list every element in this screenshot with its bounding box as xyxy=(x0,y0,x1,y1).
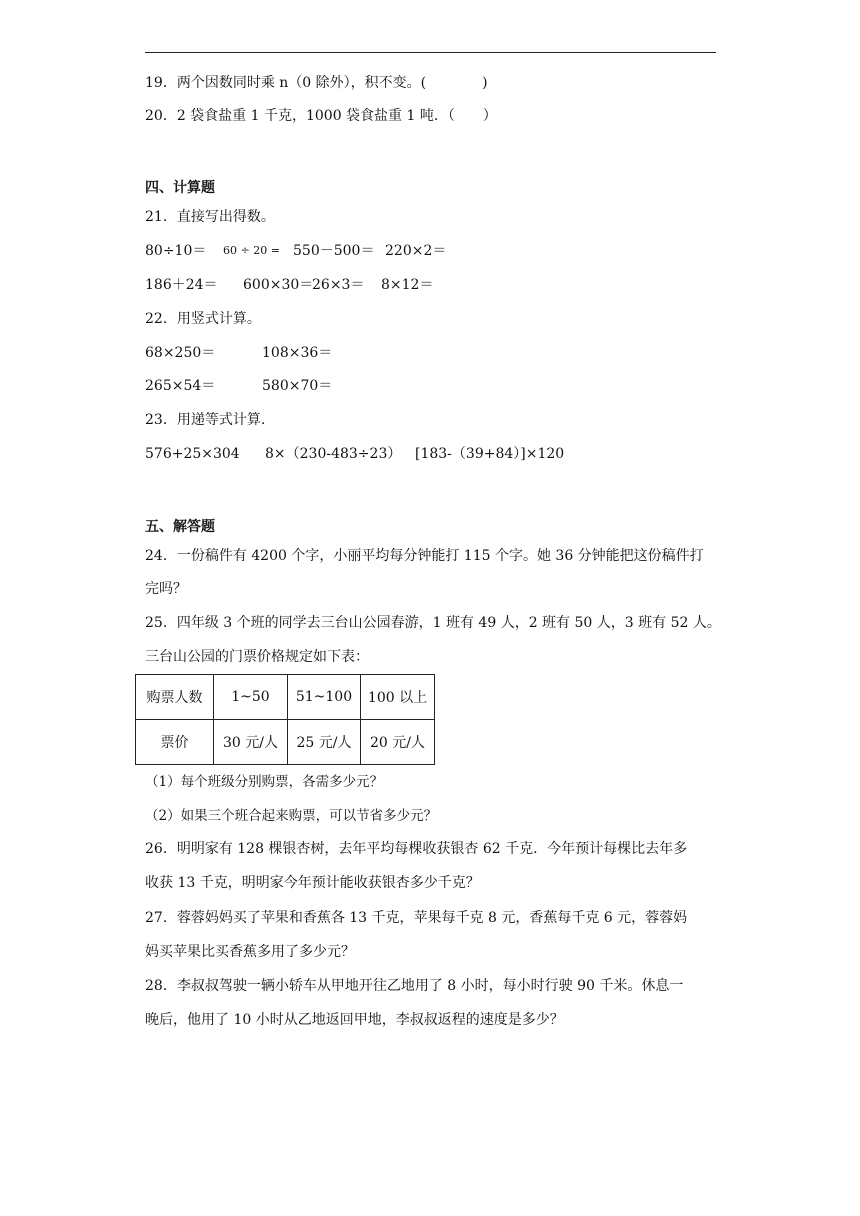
table-cell: 51~100 xyxy=(288,675,361,720)
question-27-line-1: 27．蓉蓉妈妈买了苹果和香蕉各 13 千克，苹果每千克 8 元，香蕉每千克 6 元，蓉蓉妈 xyxy=(145,910,688,926)
header-rule xyxy=(145,52,716,53)
question-24-line-2: 完吗？ xyxy=(145,581,187,597)
q21-item: 186＋24＝ xyxy=(145,277,218,293)
q21-row-1 xyxy=(145,241,705,261)
section-5-heading: 五、解答题 xyxy=(145,519,215,535)
question-21: 21．直接写出得数。 xyxy=(145,209,275,225)
q22-item: 265×54＝ xyxy=(145,378,216,394)
q22-row-2 xyxy=(145,376,705,396)
q22-item: 68×250＝ xyxy=(145,345,216,361)
table-cell: 购票人数 xyxy=(136,675,214,720)
question-25-sub-2: （2）如果三个班合起来购票，可以节省多少元？ xyxy=(145,808,438,824)
section-4-heading: 四、计算题 xyxy=(145,180,215,196)
table-cell: 25 元/人 xyxy=(288,720,361,765)
question-27-line-2: 妈买苹果比买香蕉多用了多少元？ xyxy=(145,944,355,960)
question-26-line-2: 收获 13 千克，明明家今年预计能收获银杏多少千克？ xyxy=(145,875,480,891)
ticket-price-table xyxy=(135,674,435,765)
q21-item: 80÷10＝ xyxy=(145,243,207,259)
question-20: 20．2 袋食盐重 1 千克，1000 袋食盐重 1 吨．（ ） xyxy=(145,108,497,124)
question-28-line-1: 28．李叔叔驾驶一辆小轿车从甲地开往乙地用了 8 小时，每小时行驶 90 千米。休息一 xyxy=(145,978,684,994)
question-22: 22．用竖式计算。 xyxy=(145,311,261,327)
q21-row-2 xyxy=(145,275,705,295)
table-cell: 100 以上 xyxy=(361,675,435,720)
question-23: 23．用递等式计算. xyxy=(145,412,266,428)
question-25-sub-1: （1）每个班级分别购票，各需多少元？ xyxy=(145,774,384,790)
question-24-line-1: 24．一份稿件有 4200 个字，小丽平均每分钟能打 115 个字。她 36 分钟能把这份稿件打 xyxy=(145,548,704,564)
q22-item: 580×70＝ xyxy=(262,378,333,394)
table-row xyxy=(136,720,435,765)
q21-item: 60 ÷ 20 = xyxy=(223,244,280,257)
question-28-line-2: 晚后，他用了 10 小时从乙地返回甲地，李叔叔返程的速度是多少？ xyxy=(145,1012,564,1028)
table-cell: 1~50 xyxy=(214,675,288,720)
table-cell: 票价 xyxy=(136,720,214,765)
q22-row-1 xyxy=(145,343,705,363)
q21-item: 8×12＝ xyxy=(381,277,434,293)
question-25-line-2: 三台山公园的门票价格规定如下表： xyxy=(145,649,369,665)
q21-item: 550－500＝ xyxy=(293,243,375,259)
question-19: 19．两个因数同时乘 n（0 除外），积不变。( ) xyxy=(145,75,488,91)
question-26-line-1: 26．明明家有 128 棵银杏树，去年平均每棵收获银杏 62 千克．今年预计每棵比去年多 xyxy=(145,841,688,857)
q21-item: 26×3＝ xyxy=(312,277,365,293)
table-cell: 20 元/人 xyxy=(361,720,435,765)
table-row xyxy=(136,675,435,720)
question-25-line-1: 25．四年级 3 个班的同学去三台山公园春游，1 班有 49 人，2 班有 50 人，3 班有 52 人。 xyxy=(145,615,721,631)
q21-item: 220×2＝ xyxy=(385,243,447,259)
table-cell: 30 元/人 xyxy=(214,720,288,765)
q21-item: 600×30＝ xyxy=(243,277,314,293)
q23-item: 576+25×304 xyxy=(145,446,240,462)
q23-row xyxy=(145,444,705,464)
q23-item: [183-（39+84）]×120 xyxy=(415,446,565,462)
q22-item: 108×36＝ xyxy=(262,345,333,361)
q23-item: 8×（230-483÷23） xyxy=(265,446,402,462)
